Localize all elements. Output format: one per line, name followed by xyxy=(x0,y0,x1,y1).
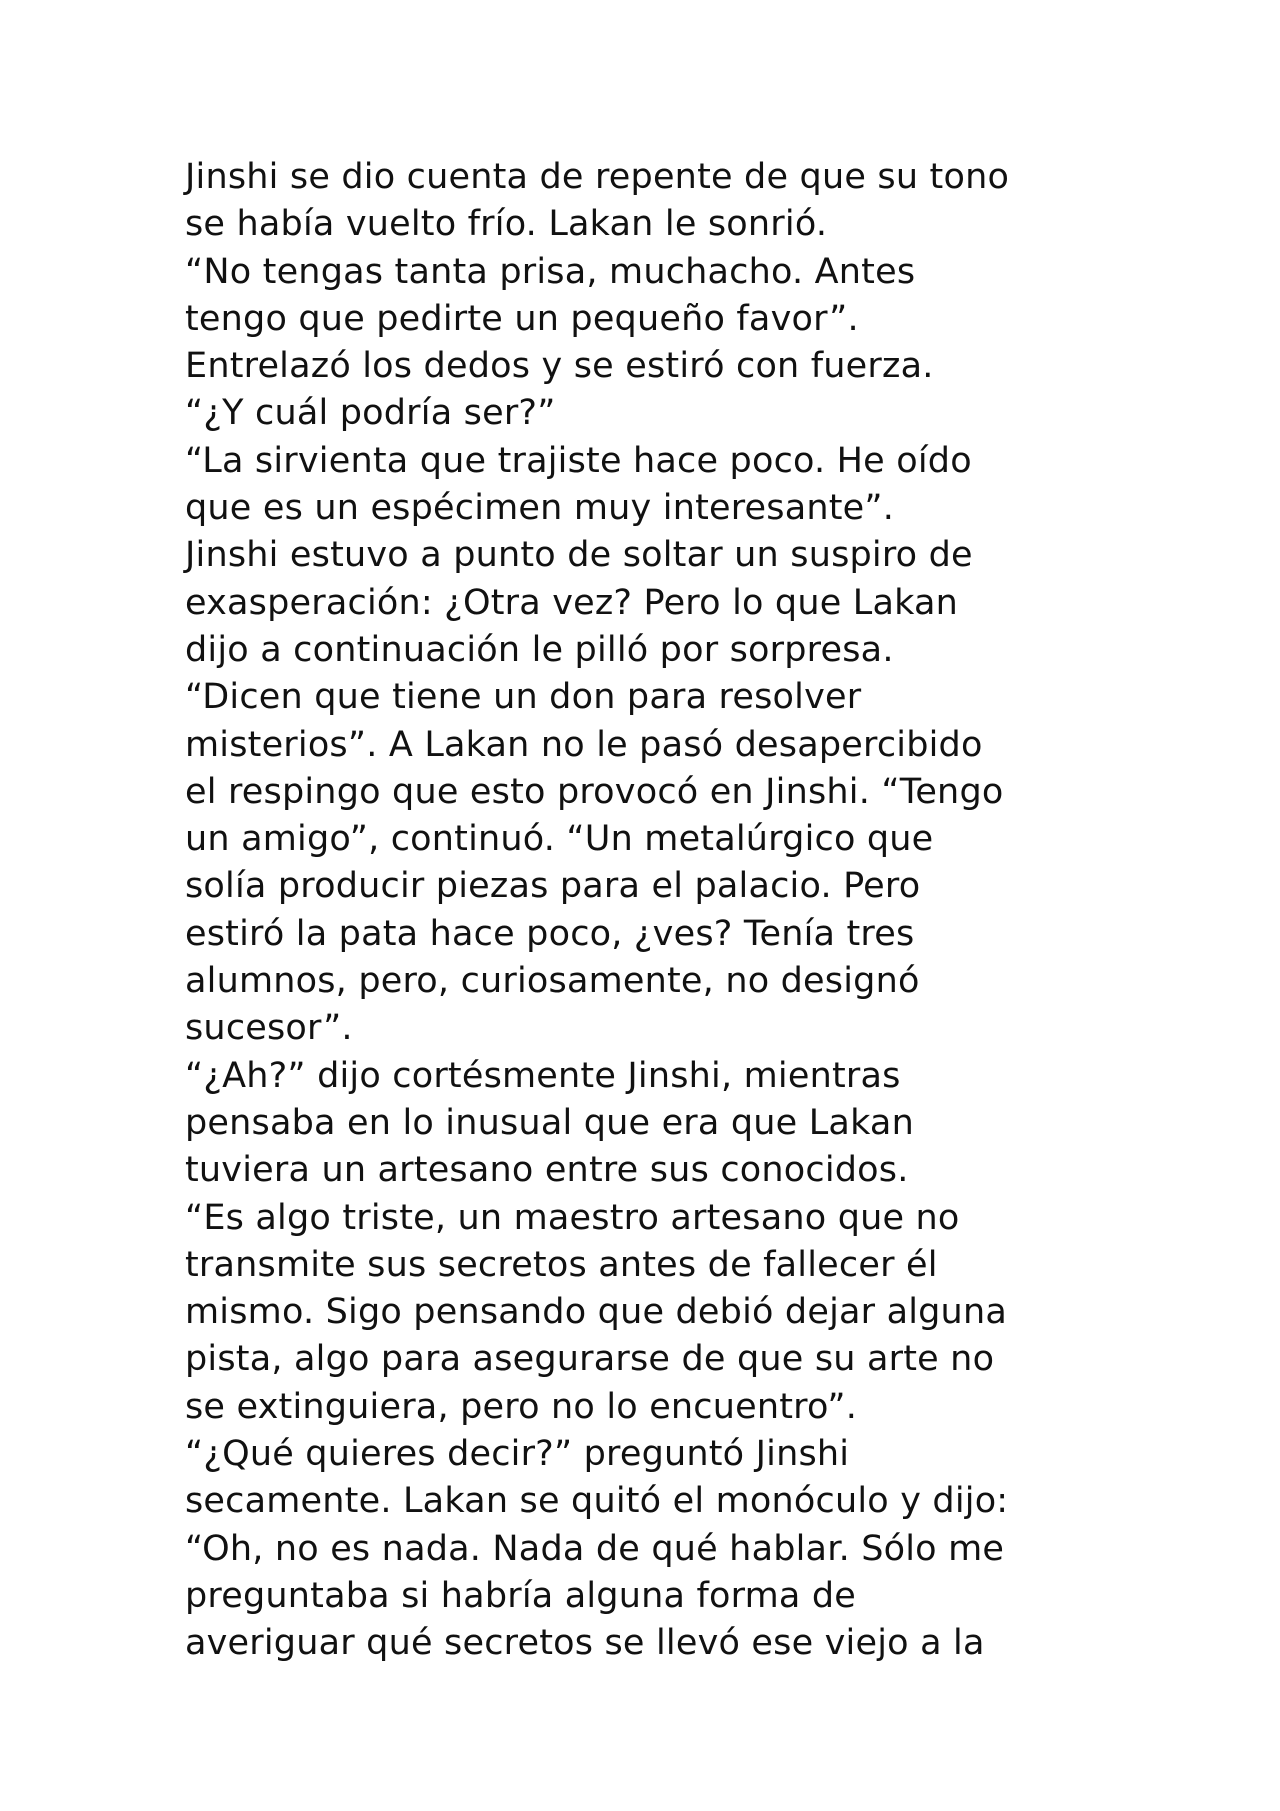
text-line: estiró la pata hace poco, ¿ves? Tenía tres xyxy=(185,913,915,954)
text-line: averiguar qué secretos se llevó ese viejo a la xyxy=(185,1623,985,1664)
text-line: misterios”. A Lakan no le pasó desapercibido xyxy=(185,724,983,765)
text-line: el respingo que esto provocó en Jinshi. “Tengo xyxy=(185,771,1004,812)
text-line: “Oh, no es nada. Nada de qué hablar. Sólo me xyxy=(185,1528,1005,1569)
text-line: se había vuelto frío. Lakan le sonrió. xyxy=(185,204,828,245)
text-line: exasperación: ¿Otra vez? Pero lo que Lakan xyxy=(185,582,959,623)
text-line: preguntaba si habría alguna forma de xyxy=(185,1575,856,1616)
text-line: pista, algo para asegurarse de que su arte no xyxy=(185,1339,995,1380)
text-line: “¿Qué quieres decir?” preguntó Jinshi xyxy=(185,1434,850,1475)
text-line: dijo a continuación le pilló por sorpresa. xyxy=(185,629,894,670)
text-line: “Es algo triste, un maestro artesano que no xyxy=(185,1197,960,1238)
text-line: secamente. Lakan se quitó el monóculo y dijo: xyxy=(185,1481,1009,1522)
text-line: que es un espécimen muy interesante”. xyxy=(185,488,895,529)
text-line: “La sirvienta que trajiste hace poco. He oído xyxy=(185,440,972,481)
text-line: se extinguiera, pero no lo encuentro”. xyxy=(185,1386,858,1427)
text-line: sucesor”. xyxy=(185,1008,353,1049)
text-line: transmite sus secretos antes de fallecer él xyxy=(185,1244,938,1285)
text-line: “¿Ah?” dijo cortésmente Jinshi, mientras xyxy=(185,1055,901,1096)
text-line: tengo que pedirte un pequeño favor”. xyxy=(185,298,859,339)
text-line: Entrelazó los dedos y se estiró con fuerza. xyxy=(185,346,934,387)
text-line: mismo. Sigo pensando que debió dejar alguna xyxy=(185,1292,1007,1333)
text-line: “¿Y cuál podría ser?” xyxy=(185,393,556,434)
text-line: pensaba en lo inusual que era que Lakan xyxy=(185,1102,914,1143)
text-line: solía producir piezas para el palacio. Pero xyxy=(185,866,921,907)
text-line: Jinshi se dio cuenta de repente de que su tono xyxy=(185,157,1010,197)
text-line: alumnos, pero, curiosamente, no designó xyxy=(185,961,920,1002)
text-line: “Dicen que tiene un don para resolver xyxy=(185,677,862,718)
text-line: un amigo”, continuó. “Un metalúrgico que xyxy=(185,819,934,860)
body-text xyxy=(185,154,1145,1668)
text-line: tuviera un artesano entre sus conocidos. xyxy=(185,1150,909,1191)
text-line: “No tengas tanta prisa, muchacho. Antes xyxy=(185,251,916,292)
text-line: Jinshi estuvo a punto de soltar un suspiro de xyxy=(185,535,973,576)
